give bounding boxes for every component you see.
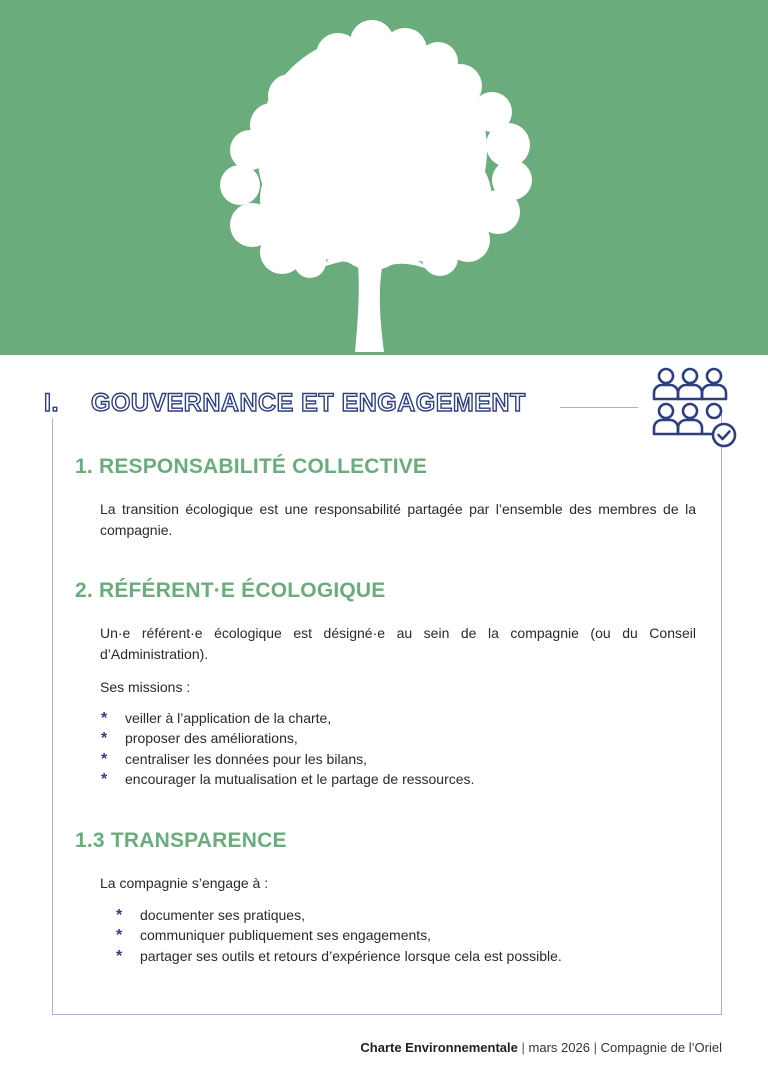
list-item: * centraliser les données pour les bilans, — [101, 750, 368, 768]
bullet-star-icon: * — [116, 906, 123, 924]
footer-date: mars 2026 — [528, 1040, 590, 1055]
list-item: * encourager la mutualisation et le partage de ressources. — [101, 771, 475, 789]
subsection-title-3: 1.3 TRANSPARENCE — [75, 829, 287, 852]
section-number: I. — [44, 388, 59, 417]
bullet-star-icon: * — [116, 927, 123, 945]
bullet-star-icon: * — [101, 750, 108, 768]
subsection-text-1: La transition écologique est une responsabilité partagée par l’ensemble des membres de la compagnie. — [100, 501, 696, 538]
section-heading — [44, 388, 540, 418]
section-title: GOUVERNANCE ET ENGAGEMENT — [91, 388, 526, 417]
missions-list — [101, 708, 474, 790]
bullet-star-icon: * — [116, 947, 123, 965]
frame-divider — [560, 407, 638, 408]
bullet-star-icon: * — [101, 730, 108, 748]
footer-company: Compagnie de l’Oriel — [600, 1040, 722, 1055]
list-item: * communiquer publiquement ses engagements, — [116, 927, 432, 945]
subsection-title-2: 2. RÉFÉRENT·E ÉCOLOGIQUE — [75, 579, 386, 602]
people-group-check-icon — [648, 365, 740, 449]
subsection-text-3: La compagnie s’engage à : — [100, 875, 269, 891]
subsection-text-2: Un·e référent·e écologique est désigné·e au sein de la compagnie (ou du Conseil d’Administration). — [100, 625, 696, 662]
page-footer — [360, 1040, 722, 1055]
bullet-star-icon: * — [101, 709, 108, 727]
header-banner — [0, 0, 768, 355]
subsection-title-1: 1. RESPONSABILITÉ COLLECTIVE — [75, 455, 428, 478]
tree-silhouette-icon — [0, 0, 768, 355]
bullet-star-icon: * — [101, 771, 108, 789]
footer-separator: | — [593, 1040, 597, 1055]
missions-label: Ses missions : — [100, 679, 191, 695]
list-item: * proposer des améliorations, — [101, 730, 298, 748]
list-item: * partager ses outils et retours d’expérience lorsque cela est possible. — [116, 947, 562, 965]
footer-separator: | — [521, 1040, 525, 1055]
footer-doc-title: Charte Environnementale — [360, 1040, 518, 1055]
list-item: * veiller à l’application de la charte, — [101, 709, 332, 727]
list-item: * documenter ses pratiques, — [116, 906, 305, 924]
engagements-list — [116, 905, 562, 967]
